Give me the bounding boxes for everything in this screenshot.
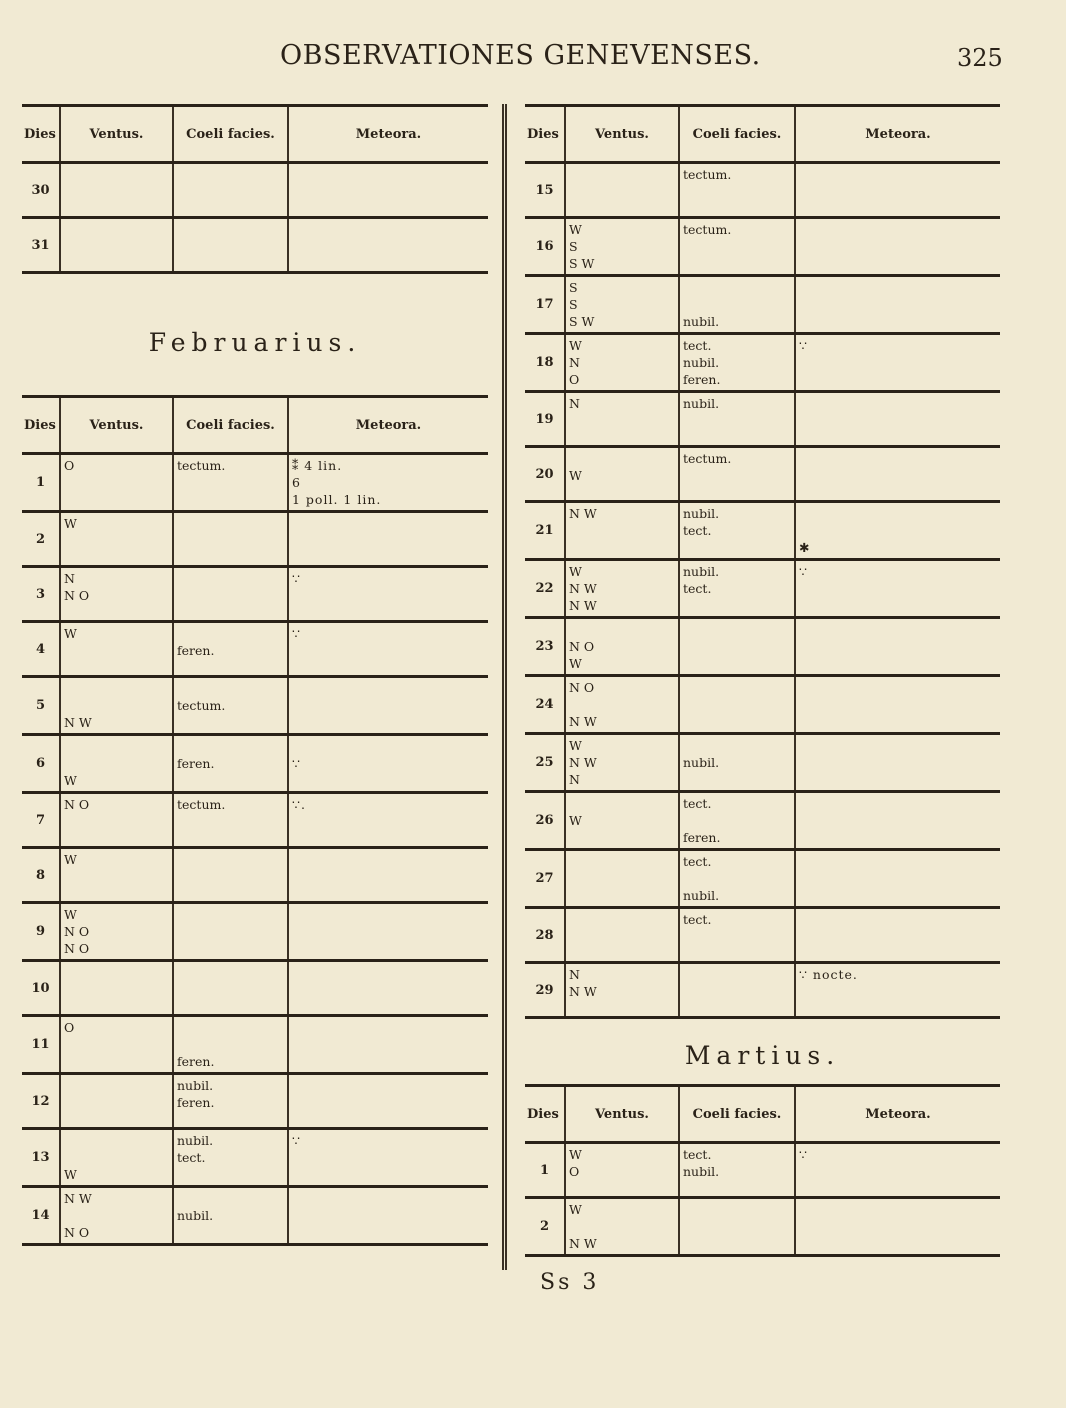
day-cell: 22 <box>525 560 565 618</box>
month-heading-martius: Martius. <box>684 1041 841 1070</box>
coeli-cell <box>173 512 288 567</box>
day-cell: 7 <box>22 793 60 848</box>
ventus-cell: N W <box>565 502 679 560</box>
table-row <box>525 908 1000 963</box>
ventus-cell <box>565 163 679 218</box>
ventus-cell <box>60 1074 173 1129</box>
meteora-cell <box>288 1187 488 1245</box>
table-row <box>525 734 1000 792</box>
column-divider <box>502 104 507 1270</box>
table-row <box>22 1016 488 1074</box>
meteora-cell <box>795 792 1000 850</box>
table-row <box>525 560 1000 618</box>
day-cell: 30 <box>22 163 60 218</box>
day-cell: 29 <box>525 963 565 1018</box>
day-cell: 2 <box>22 512 60 567</box>
ventus-cell: W <box>60 735 173 793</box>
coeli-cell: feren. <box>173 1016 288 1074</box>
coeli-cell <box>173 903 288 961</box>
ventus-cell: W <box>565 447 679 502</box>
meteora-cell: ✱ <box>795 502 1000 560</box>
coeli-cell: nubil. <box>679 734 795 792</box>
header-meteora: Meteora. <box>795 106 1000 163</box>
table-header-row <box>525 1086 1000 1143</box>
day-cell: 9 <box>22 903 60 961</box>
ventus-cell: W <box>60 622 173 677</box>
table-row <box>525 1198 1000 1256</box>
header-dies: Dies <box>525 106 565 163</box>
day-cell: 4 <box>22 622 60 677</box>
table-row <box>525 276 1000 334</box>
meteora-cell <box>795 1198 1000 1256</box>
table-row <box>22 622 488 677</box>
coeli-cell <box>173 218 288 273</box>
meteora-cell <box>288 961 488 1016</box>
table-row <box>22 1187 488 1245</box>
day-cell: 17 <box>525 276 565 334</box>
running-title: OBSERVATIONES GENEVENSES. <box>280 40 761 71</box>
meteora-cell <box>795 734 1000 792</box>
ventus-cell: N O W <box>565 618 679 676</box>
left-column <box>22 104 488 1246</box>
table-row <box>22 735 488 793</box>
header-ventus: Ventus. <box>565 1086 679 1143</box>
table-row <box>22 454 488 512</box>
meteora-cell <box>795 218 1000 276</box>
day-cell: 10 <box>22 961 60 1016</box>
coeli-cell: tectum. <box>679 447 795 502</box>
coeli-cell: nubil. <box>679 276 795 334</box>
day-cell: 12 <box>22 1074 60 1129</box>
header-coeli: Coeli facies. <box>173 106 288 163</box>
header-dies: Dies <box>22 106 60 163</box>
meteora-cell <box>795 908 1000 963</box>
day-cell: 2 <box>525 1198 565 1256</box>
meteora-cell <box>288 848 488 903</box>
header-dies: Dies <box>22 397 60 454</box>
ventus-cell: W <box>60 512 173 567</box>
header-ventus: Ventus. <box>60 106 173 163</box>
right-column <box>525 104 1000 1257</box>
meteora-cell <box>795 447 1000 502</box>
header-coeli: Coeli facies. <box>173 397 288 454</box>
signature-mark: Ss 3 <box>540 1270 600 1295</box>
meteora-cell <box>795 392 1000 447</box>
day-cell: 28 <box>525 908 565 963</box>
page-number: 325 <box>957 44 1003 72</box>
table-header-row <box>22 397 488 454</box>
ventus-cell: W N O <box>565 334 679 392</box>
meteora-cell: ∵ <box>288 567 488 622</box>
coeli-cell: nubil. <box>679 392 795 447</box>
day-cell: 20 <box>525 447 565 502</box>
day-cell: 23 <box>525 618 565 676</box>
table-row <box>525 163 1000 218</box>
table-row <box>22 163 488 218</box>
ventus-cell <box>60 163 173 218</box>
meteora-cell: ∵ <box>795 334 1000 392</box>
coeli-cell: tect. feren. <box>679 792 795 850</box>
ventus-cell: O <box>60 1016 173 1074</box>
table-row <box>22 903 488 961</box>
month-heading-februarius: Februarius. <box>148 328 362 357</box>
table-row <box>22 218 488 273</box>
table-row <box>22 677 488 735</box>
coeli-cell: tect. nubil. <box>679 850 795 908</box>
meteora-cell: ⁑ 4 lin. 6 1 poll. 1 lin. <box>288 454 488 512</box>
coeli-cell <box>173 848 288 903</box>
ventus-cell: W <box>60 1129 173 1187</box>
ventus-cell: N N O <box>60 567 173 622</box>
table-header-row <box>525 106 1000 163</box>
header-meteora: Meteora. <box>795 1086 1000 1143</box>
meteora-cell: ∵ <box>288 1129 488 1187</box>
day-cell: 14 <box>22 1187 60 1245</box>
meteora-cell <box>288 218 488 273</box>
meteora-cell: ∵ <box>288 622 488 677</box>
coeli-cell: feren. <box>173 735 288 793</box>
table-row <box>525 676 1000 734</box>
day-cell: 18 <box>525 334 565 392</box>
ventus-cell: S S S W <box>565 276 679 334</box>
coeli-cell: tect. <box>679 908 795 963</box>
coeli-cell <box>679 1198 795 1256</box>
day-cell: 25 <box>525 734 565 792</box>
day-cell: 3 <box>22 567 60 622</box>
meteora-cell: ∵ <box>795 1143 1000 1198</box>
coeli-cell: tectum. <box>173 677 288 735</box>
table-header-row <box>22 106 488 163</box>
table-row <box>525 218 1000 276</box>
ventus-cell: N O N W <box>565 676 679 734</box>
day-cell: 31 <box>22 218 60 273</box>
coeli-cell <box>679 963 795 1018</box>
header-coeli: Coeli facies. <box>679 106 795 163</box>
coeli-cell: tect. nubil. <box>679 1143 795 1198</box>
ventus-cell: W O <box>565 1143 679 1198</box>
coeli-cell: tect. nubil. feren. <box>679 334 795 392</box>
day-cell: 11 <box>22 1016 60 1074</box>
meteora-cell <box>288 512 488 567</box>
ventus-cell: N <box>565 392 679 447</box>
meteora-cell <box>288 677 488 735</box>
day-cell: 8 <box>22 848 60 903</box>
ventus-cell: N W <box>60 677 173 735</box>
coeli-cell: tectum. <box>173 793 288 848</box>
table-row <box>22 961 488 1016</box>
ventus-cell: N O <box>60 793 173 848</box>
table-row <box>525 447 1000 502</box>
ventus-cell: W S S W <box>565 218 679 276</box>
meteora-cell <box>288 903 488 961</box>
februarius-table-right <box>525 104 1000 1019</box>
meteora-cell <box>288 1074 488 1129</box>
table-row <box>22 848 488 903</box>
coeli-cell: nubil. tect. <box>679 560 795 618</box>
coeli-cell <box>173 567 288 622</box>
ventus-cell <box>565 908 679 963</box>
january-tail-table <box>22 104 488 274</box>
ventus-cell <box>60 218 173 273</box>
meteora-cell <box>795 850 1000 908</box>
meteora-cell <box>795 618 1000 676</box>
ventus-cell <box>565 850 679 908</box>
table-row <box>525 392 1000 447</box>
header-meteora: Meteora. <box>288 106 488 163</box>
day-cell: 19 <box>525 392 565 447</box>
ventus-cell: O <box>60 454 173 512</box>
table-row <box>22 567 488 622</box>
day-cell: 5 <box>22 677 60 735</box>
meteora-cell: ∵. <box>288 793 488 848</box>
header-dies: Dies <box>525 1086 565 1143</box>
martius-table <box>525 1084 1000 1257</box>
ventus-cell: W <box>60 848 173 903</box>
table-row <box>525 502 1000 560</box>
meteora-cell: ∵ <box>288 735 488 793</box>
header-ventus: Ventus. <box>60 397 173 454</box>
coeli-cell <box>173 163 288 218</box>
coeli-cell: nubil. <box>173 1187 288 1245</box>
meteora-cell <box>795 163 1000 218</box>
header-coeli: Coeli facies. <box>679 1086 795 1143</box>
ventus-cell: W N O N O <box>60 903 173 961</box>
header-ventus: Ventus. <box>565 106 679 163</box>
day-cell: 26 <box>525 792 565 850</box>
day-cell: 1 <box>22 454 60 512</box>
day-cell: 6 <box>22 735 60 793</box>
table-row <box>525 618 1000 676</box>
table-row <box>525 792 1000 850</box>
februarius-table-left <box>22 395 488 1246</box>
day-cell: 21 <box>525 502 565 560</box>
meteora-cell <box>795 276 1000 334</box>
ventus-cell: N W N O <box>60 1187 173 1245</box>
meteora-cell <box>288 1016 488 1074</box>
table-row <box>22 1074 488 1129</box>
meteora-cell: ∵ <box>795 560 1000 618</box>
meteora-cell: ∵ nocte. <box>795 963 1000 1018</box>
table-row <box>525 1143 1000 1198</box>
coeli-cell: feren. <box>173 622 288 677</box>
coeli-cell: tectum. <box>173 454 288 512</box>
coeli-cell: tectum. <box>679 163 795 218</box>
coeli-cell: nubil. feren. <box>173 1074 288 1129</box>
meteora-cell <box>288 163 488 218</box>
table-row <box>525 850 1000 908</box>
coeli-cell: nubil. tect. <box>173 1129 288 1187</box>
day-cell: 13 <box>22 1129 60 1187</box>
coeli-cell: tectum. <box>679 218 795 276</box>
table-row <box>22 512 488 567</box>
table-row <box>525 334 1000 392</box>
coeli-cell <box>679 676 795 734</box>
ventus-cell: W N W N W <box>565 560 679 618</box>
day-cell: 27 <box>525 850 565 908</box>
ventus-cell: W N W N <box>565 734 679 792</box>
coeli-cell <box>679 618 795 676</box>
ventus-cell <box>60 961 173 1016</box>
table-row <box>22 793 488 848</box>
ventus-cell: W N W <box>565 1198 679 1256</box>
day-cell: 16 <box>525 218 565 276</box>
day-cell: 24 <box>525 676 565 734</box>
coeli-cell: nubil. tect. <box>679 502 795 560</box>
table-row <box>22 1129 488 1187</box>
ventus-cell: N N W <box>565 963 679 1018</box>
coeli-cell <box>173 961 288 1016</box>
day-cell: 15 <box>525 163 565 218</box>
header-meteora: Meteora. <box>288 397 488 454</box>
day-cell: 1 <box>525 1143 565 1198</box>
meteora-cell <box>795 676 1000 734</box>
table-row <box>525 963 1000 1018</box>
ventus-cell: W <box>565 792 679 850</box>
